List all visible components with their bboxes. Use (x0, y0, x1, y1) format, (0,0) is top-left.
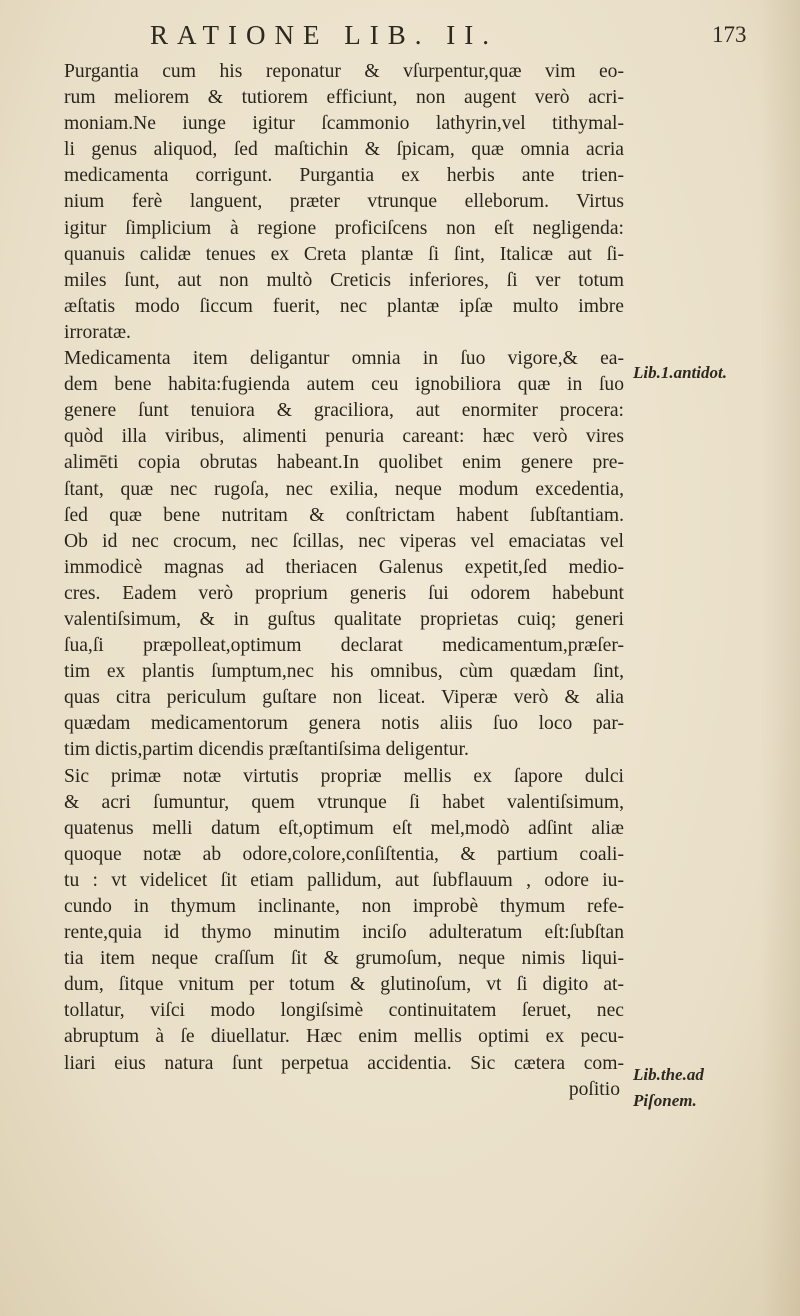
text-line: quas citra periculum guſtare non liceat. Viperæ verò & alia (64, 687, 624, 709)
text-line: ſua,ſi præpolleat,optimum declarat medicamentum,præſer- (64, 635, 624, 657)
text-line: quanuis calidæ tenues ex Creta plantæ ſi ſint, Italicæ aut ſi- (64, 243, 624, 265)
text-line: moniam.Ne iunge igitur ſcammonio lathyrin,vel tithymal- (64, 113, 624, 135)
text-line: quoque notæ ab odore,colore,conſiſtentia, & partium coali- (64, 843, 624, 865)
text-line: tim dictis,partim dicendis præſtantiſsima deligentur. (64, 739, 469, 761)
text-line: cundo in thymum inclinante, non improbè thymum refe- (64, 896, 624, 917)
main-text-block (64, 59, 624, 1103)
text-line: tim ex plantis ſumptum,nec his omnibus, cùm quædam ſint, (64, 661, 624, 683)
text-line: Medicamenta item deligantur omnia in ſuo vigore,& ea- (64, 348, 624, 370)
text-line: quòd illa viribus, alimenti penuria careant: hæc verò vires (64, 426, 624, 448)
text-line: valentiſsimum, & in guſtus qualitate proprietas cuiq; generi (64, 608, 624, 630)
text-line: immodicè magnas ad theriacen Galenus expetit,ſed medio- (64, 556, 624, 578)
text-line: ſtant, quæ nec rugoſa, nec exilia, neque modum excedentia, (64, 478, 624, 500)
text-line: medicamenta corrigunt. Purgantia ex herbis ante trien- (64, 165, 624, 187)
marginal-note-pisonem: Piſonem. (633, 1091, 697, 1110)
text-line: liari eius natura ſunt perpetua accidentia. Sic cætera com- (64, 1052, 624, 1074)
marginal-note-the-ad: Lib.the.ad (633, 1065, 704, 1084)
text-line: alimēti copia obrutas habeant.In quolibet enim genere pre- (64, 452, 624, 474)
text-line: genere ſunt tenuiora & graciliora, aut enormiter procera: (64, 400, 624, 422)
text-line: nium ferè languent, præter vtrunque elleborum. Virtus (64, 191, 624, 213)
text-line: Ob id nec crocum, nec ſcillas, nec viperas vel emaciatas vel (64, 530, 624, 552)
text-line: æſtatis modo ſiccum fuerit, nec plantæ ipſæ multo imbre (64, 295, 624, 317)
text-line: tia item neque craſſum ſit & grumoſum, neque nimis liqui- (64, 948, 624, 970)
page-number: 173 (712, 22, 747, 47)
text-line: abruptum à ſe diuellatur. Hæc enim mellis optimi ex pecu- (64, 1026, 624, 1048)
text-line: quædam medicamentorum genera notis aliis ſuo loco par- (64, 713, 624, 735)
text-line: & acri ſumuntur, quem vtrunque ſi habet valentiſsimum, (64, 791, 624, 813)
page-edge-shadow (760, 0, 800, 1316)
text-line: ſed quæ bene nutritam & conſtrictam habent ſubſtantiam. (64, 504, 624, 526)
text-line: Purgantia cum his reponatur & vſurpentur,quæ vim eo- (64, 61, 624, 82)
text-line: igitur ſimplicium à regione proficiſcens non eſt negligenda: (64, 217, 624, 239)
text-line: Sic primæ notæ virtutis propriæ mellis ex ſapore dulci (64, 765, 624, 787)
text-line: dum, ſitque vnitum per totum & glutinoſum, vt ſi digito at- (64, 974, 624, 996)
text-line: rente,quia id thymo minutim inciſo adulteratum eſt:ſubſtan (64, 922, 624, 944)
marginal-note-antidot: Lib.1.antidot. (633, 363, 727, 382)
text-line: tu : vt videlicet ſit etiam pallidum, aut ſubflauum , odore iu- (64, 869, 624, 891)
text-line: quatenus melli datum eſt,optimum eſt mel,modò adſint aliæ (64, 817, 624, 839)
text-line: dem bene habita:fugienda autem ceu ignobiliora quæ in ſuo (64, 374, 624, 396)
text-line: miles ſunt, aut non multò Creticis inferiores, ſi ver totum (64, 269, 624, 291)
text-line: tollatur, viſci modo longiſsimè continuitatem ſeruet, nec (64, 1000, 624, 1022)
text-line: rum meliorem & tutiorem efficiunt, non augent verò acri- (64, 87, 624, 109)
text-line: irroratæ. (64, 321, 131, 343)
catchword: poſitio (568, 1078, 620, 1100)
text-line: cres. Eadem verò proprium generis ſui odorem habebunt (64, 582, 624, 604)
text-line: li genus aliquod, ſed maſtichin & ſpicam, quæ omnia acria (64, 139, 624, 161)
running-head: RATIONE LIB. II. (150, 20, 498, 50)
